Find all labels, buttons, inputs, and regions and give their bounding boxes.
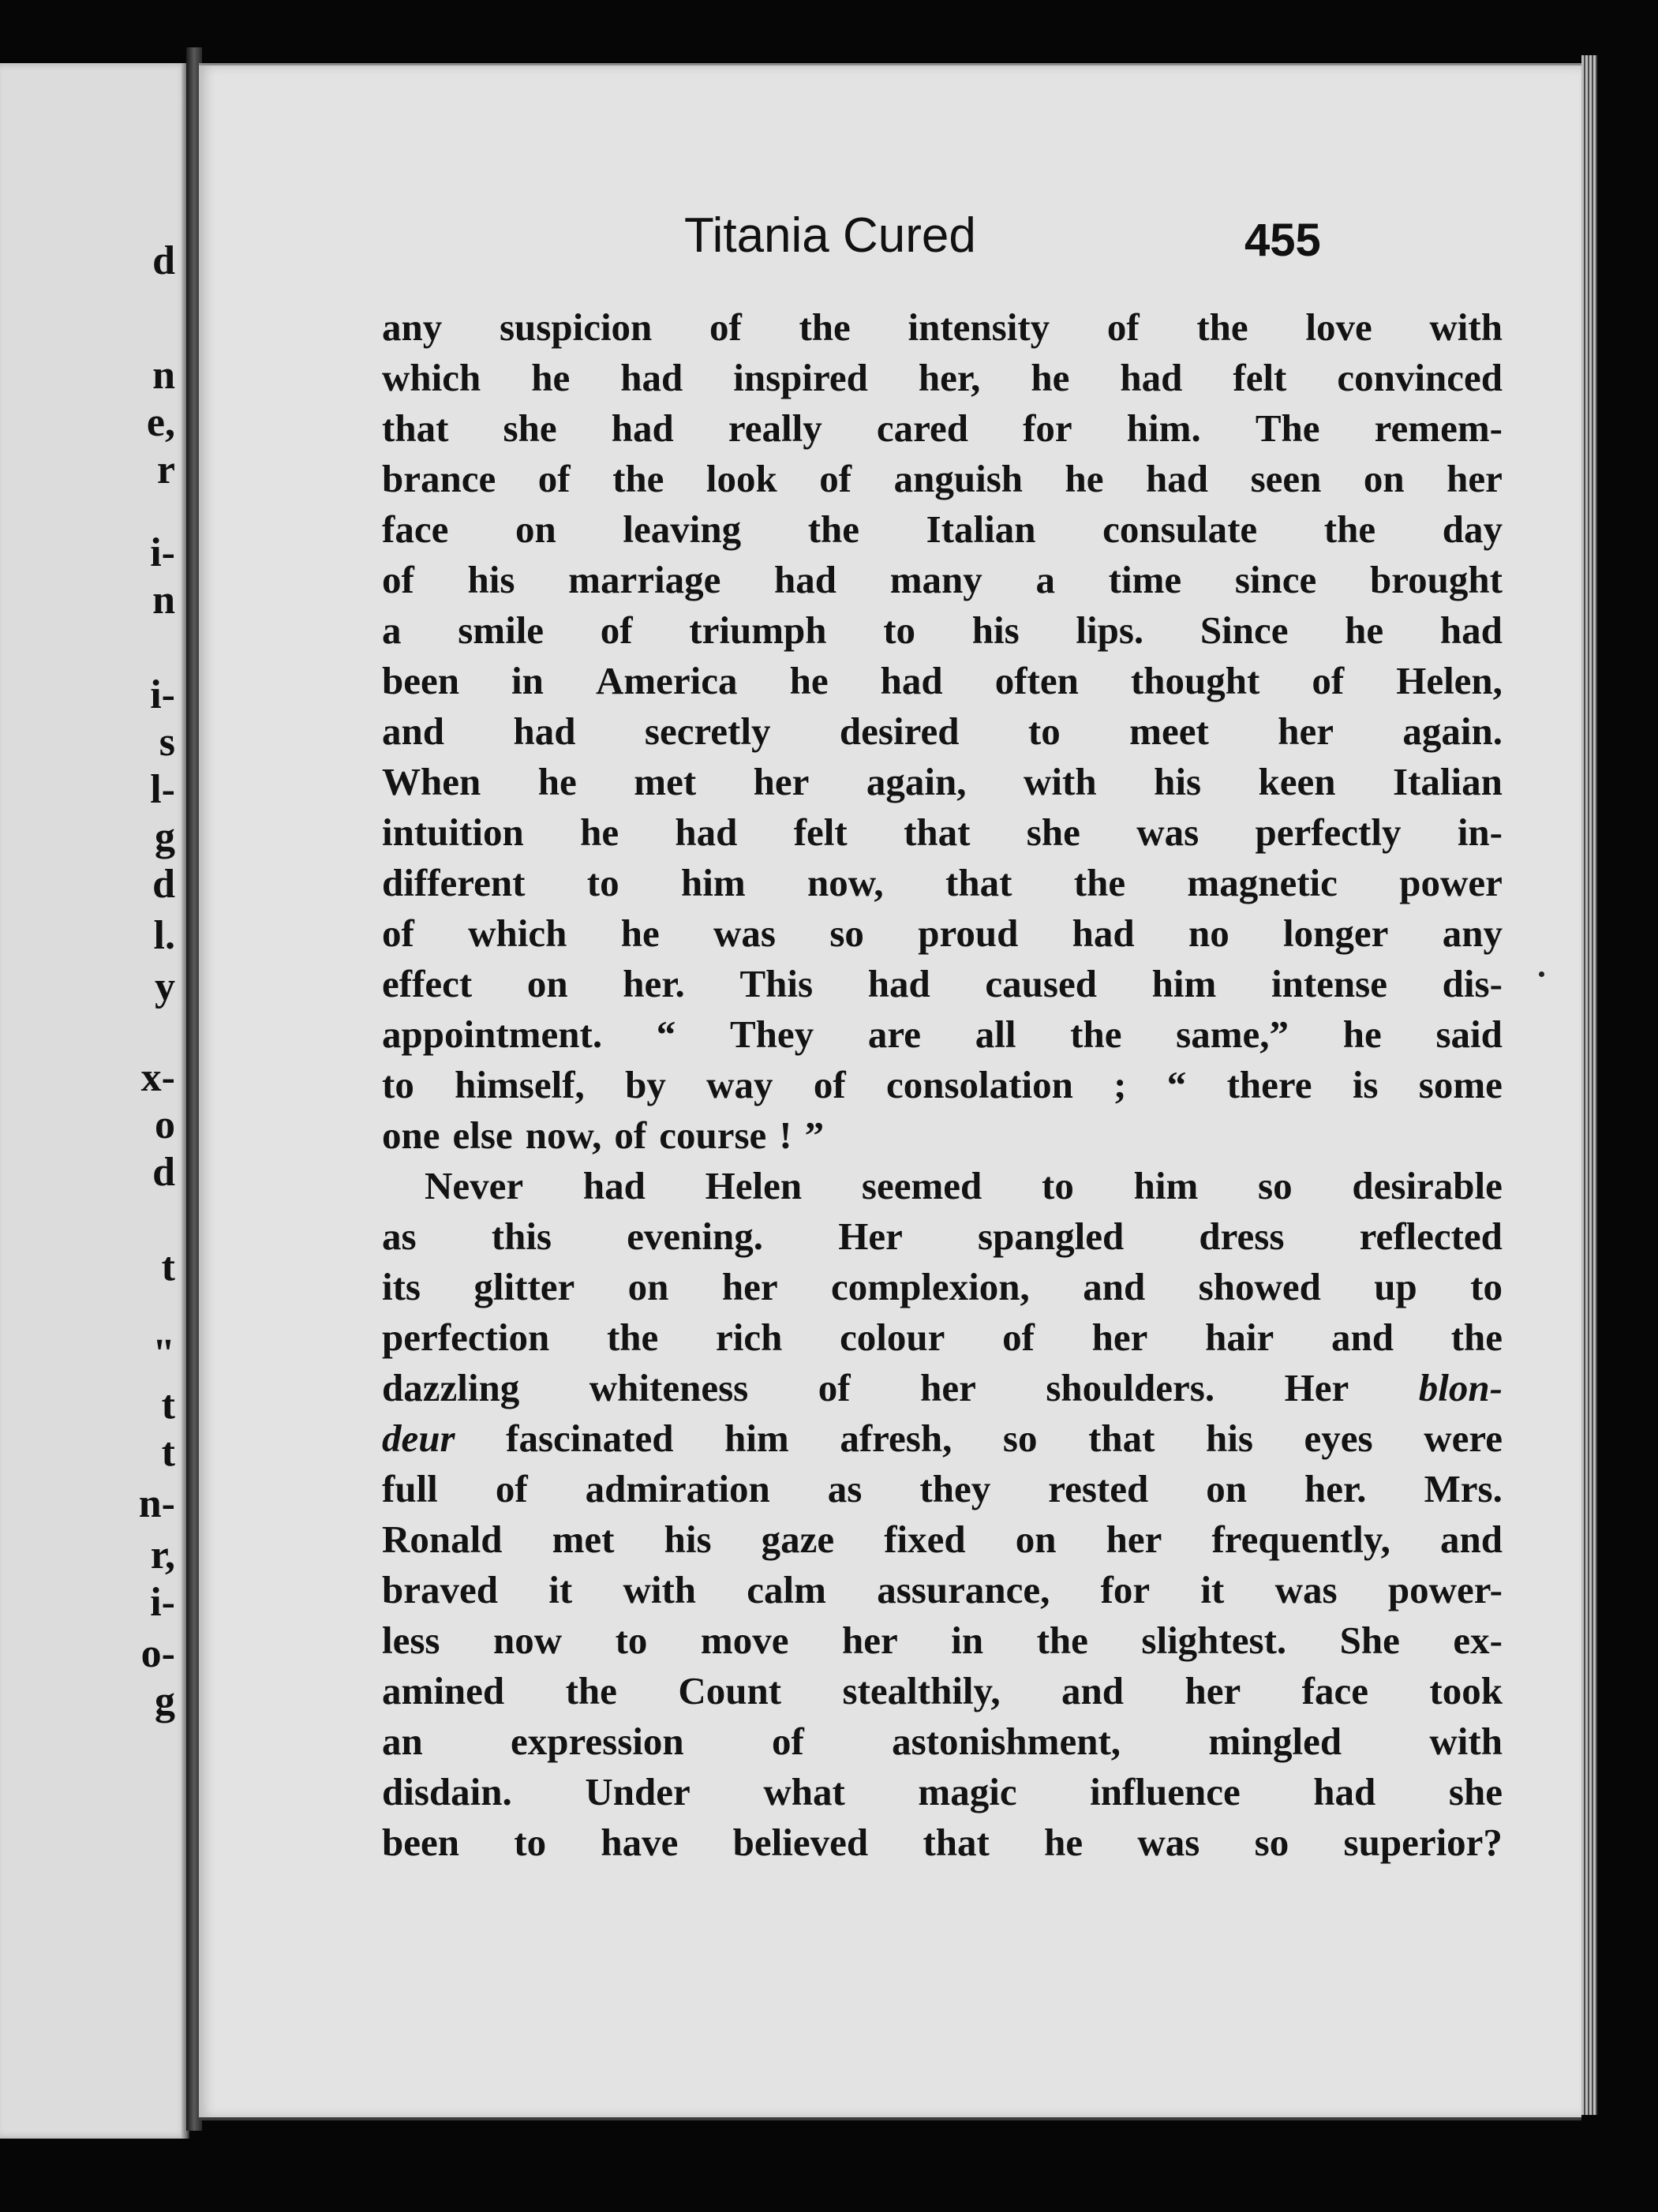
facing-page-fragment: r, <box>150 1533 175 1578</box>
text-line: as this evening. Her spangled dress reflected <box>382 1215 1503 1258</box>
text-line: which he had inspired her, he had felt convinced <box>382 356 1503 399</box>
text-line: When he met her again, with his keen Italian <box>382 760 1503 803</box>
text-line: to himself, by way of consolation ; “ there is some <box>382 1063 1503 1106</box>
page-stack-edges <box>1581 55 1597 2115</box>
facing-page-fragment: d <box>152 1150 175 1195</box>
body-text <box>382 302 1503 1868</box>
text-line: that she had really cared for him. The remem- <box>382 406 1503 450</box>
facing-page-fragment: " <box>152 1331 175 1376</box>
page-number: 455 <box>1244 215 1321 266</box>
text-line: a smile of triumph to his lips. Since he had <box>382 608 1503 652</box>
facing-page <box>0 63 189 2139</box>
text-line: its glitter on her complexion, and showed up to <box>382 1265 1503 1308</box>
text-line: any suspicion of the intensity of the love with <box>382 305 1503 349</box>
facing-page-fragment: i- <box>150 530 175 575</box>
text-line: less now to move her in the slightest. She ex- <box>382 1619 1503 1662</box>
text-line: full of admiration as they rested on her. Mrs. <box>382 1467 1503 1510</box>
facing-page-fragment: s <box>159 720 175 765</box>
facing-page-fragment: i- <box>150 672 175 717</box>
text-line: Ronald met his gaze fixed on her frequently, and <box>382 1518 1503 1561</box>
stray-ink-dot <box>1539 971 1544 977</box>
text-line: of which he was so proud had no longer any <box>382 911 1503 955</box>
running-title: Titania Cured <box>684 208 976 263</box>
facing-page-fragment: n <box>152 578 175 623</box>
text-line: been to have believed that he was so superior? <box>382 1821 1503 1864</box>
facing-page-text-fragments <box>128 63 175 2139</box>
text-line: perfection the rich colour of her hair and the <box>382 1316 1503 1359</box>
text-line: one else now, of course ! ” <box>382 1113 825 1157</box>
facing-page-fragment: y <box>155 964 175 1009</box>
text-line: deur fascinated him afresh, so that his eyes were <box>382 1417 1503 1460</box>
text-line: an expression of astonishment, mingled with <box>382 1720 1503 1763</box>
facing-page-fragment: o- <box>140 1631 175 1676</box>
text-line: of his marriage had many a time since brought <box>382 558 1503 601</box>
facing-page-fragment: r <box>156 447 175 492</box>
facing-page-fragment: n- <box>138 1481 175 1526</box>
text-line: face on leaving the Italian consulate the day <box>382 507 1503 551</box>
facing-page-fragment: g <box>155 1679 175 1724</box>
facing-page-fragment: x- <box>140 1055 175 1100</box>
facing-page-fragment: g <box>155 814 175 859</box>
text-line: and had secretly desired to meet her again. <box>382 709 1503 753</box>
text-line: intuition he had felt that she was perfectly in- <box>382 810 1503 854</box>
book-page <box>199 63 1581 2120</box>
text-line: appointment. “ They are all the same,” he said <box>382 1012 1503 1056</box>
facing-page-fragment: d <box>152 238 175 283</box>
text-line: amined the Count stealthily, and her face took <box>382 1669 1503 1712</box>
facing-page-fragment: l- <box>150 767 175 812</box>
text-line: disdain. Under what magic influence had she <box>382 1770 1503 1813</box>
facing-page-fragment: o <box>155 1102 175 1147</box>
facing-page-fragment: t <box>161 1244 175 1289</box>
running-head <box>199 208 1581 279</box>
text-line: different to him now, that the magnetic power <box>382 861 1503 904</box>
facing-page-fragment: t <box>161 1383 175 1428</box>
text-line: Never had Helen seemed to him so desirable <box>425 1164 1503 1207</box>
text-line: braved it with calm assurance, for it was power- <box>382 1568 1503 1611</box>
facing-page-fragment: e, <box>146 400 175 445</box>
facing-page-fragment: l. <box>153 913 175 958</box>
facing-page-fragment: t <box>161 1430 175 1475</box>
text-line: been in America he had often thought of Helen, <box>382 659 1503 702</box>
text-line: dazzling whiteness of her shoulders. Her blon- <box>382 1366 1503 1409</box>
text-line: effect on her. This had caused him intense dis- <box>382 962 1503 1005</box>
facing-page-fragment: d <box>152 862 175 907</box>
text-line: brance of the look of anguish he had seen on her <box>382 457 1503 500</box>
facing-page-fragment: i- <box>150 1580 175 1625</box>
facing-page-fragment: n <box>152 353 175 398</box>
